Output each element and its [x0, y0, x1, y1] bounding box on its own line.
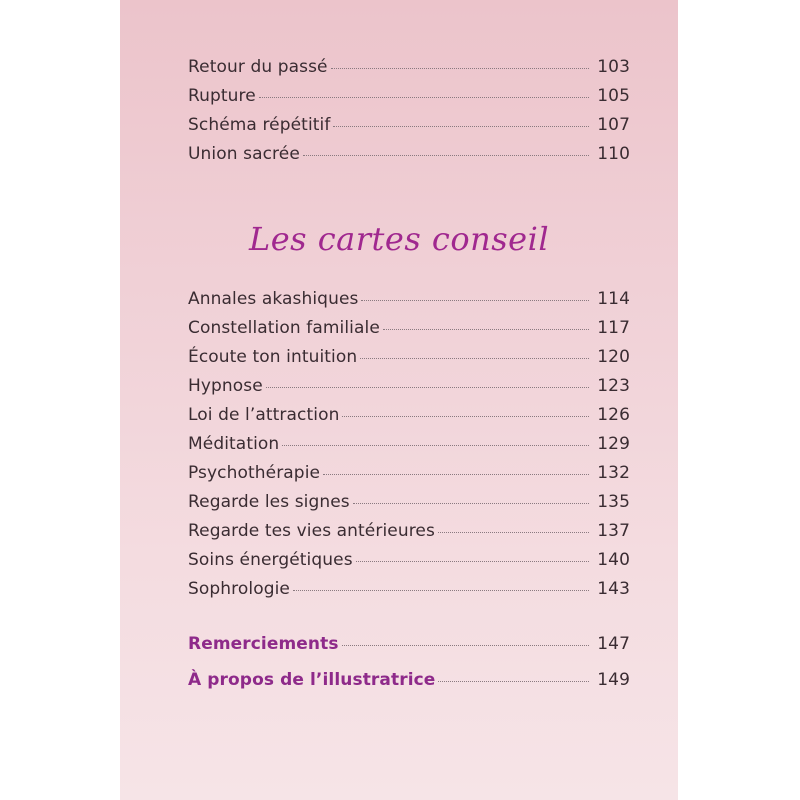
- section-title: Les cartes conseil: [248, 220, 550, 258]
- toc-entry-label: Loi de l’attraction: [188, 405, 340, 425]
- toc-entry[interactable]: [188, 492, 630, 521]
- toc-entry[interactable]: [188, 670, 630, 706]
- dot-leader: [293, 590, 589, 591]
- toc-entry[interactable]: [188, 144, 630, 173]
- toc-entry[interactable]: [188, 434, 630, 463]
- toc-entry-page: 117: [597, 318, 630, 338]
- dot-leader: [282, 445, 589, 446]
- dot-leader: [383, 329, 589, 330]
- toc-entry-label: Écoute ton intuition: [188, 347, 358, 367]
- dot-leader: [303, 155, 589, 156]
- toc-entry[interactable]: [188, 318, 630, 347]
- toc-entry[interactable]: [188, 86, 630, 115]
- toc-entry-page: 132: [597, 463, 630, 483]
- toc-entry-page: 149: [597, 670, 630, 690]
- toc-entry-page: 147: [597, 634, 630, 654]
- toc-entry-label: À propos de l’illustratrice: [188, 670, 436, 690]
- dot-leader: [353, 503, 589, 504]
- toc-entry-page: 114: [597, 289, 630, 309]
- toc-entry-page: 120: [597, 347, 630, 367]
- toc-conseil-list: [188, 289, 630, 608]
- toc-end-list: [188, 634, 630, 706]
- toc-entry-page: 123: [597, 376, 630, 396]
- toc-entry[interactable]: [188, 521, 630, 550]
- dot-leader: [342, 416, 589, 417]
- toc-entry-label: Psychothérapie: [188, 463, 321, 483]
- dot-leader: [323, 474, 589, 475]
- toc-entry[interactable]: [188, 463, 630, 492]
- toc-entry[interactable]: [188, 289, 630, 318]
- toc-entry[interactable]: [188, 405, 630, 434]
- toc-entry-page: 107: [597, 115, 630, 135]
- dot-leader: [361, 300, 589, 301]
- toc-entry-page: 126: [597, 405, 630, 425]
- toc-entry-label: Remerciements: [188, 634, 339, 654]
- toc-entry[interactable]: [188, 550, 630, 579]
- toc-top-list: [188, 57, 630, 173]
- dot-leader: [356, 561, 590, 562]
- toc-entry-page: 129: [597, 434, 630, 454]
- dot-leader: [438, 681, 589, 682]
- toc-entry-label: Rupture: [188, 86, 256, 106]
- toc-entry-label: Hypnose: [188, 376, 263, 396]
- dot-leader: [259, 97, 589, 98]
- dot-leader: [333, 126, 589, 127]
- toc-entry[interactable]: [188, 347, 630, 376]
- toc-entry-label: Schéma répétitif: [188, 115, 331, 135]
- toc-entry-label: Constellation familiale: [188, 318, 380, 338]
- toc-entry-page: 110: [597, 144, 630, 164]
- toc-entry-page: 143: [597, 579, 630, 599]
- toc-entry[interactable]: [188, 115, 630, 144]
- toc-entry-label: Regarde tes vies antérieures: [188, 521, 435, 541]
- dot-leader: [342, 645, 590, 646]
- toc-entry[interactable]: [188, 376, 630, 405]
- toc-entry-label: Retour du passé: [188, 57, 328, 77]
- toc-entry[interactable]: [188, 634, 630, 670]
- dot-leader: [331, 68, 590, 69]
- book-page: [120, 0, 678, 800]
- toc-entry[interactable]: [188, 579, 630, 608]
- dot-leader: [266, 387, 589, 388]
- toc-entry-label: Regarde les signes: [188, 492, 350, 512]
- toc-entry-label: Annales akashiques: [188, 289, 359, 309]
- toc-entry-page: 105: [597, 86, 630, 106]
- toc-entry-label: Union sacrée: [188, 144, 300, 164]
- dot-leader: [360, 358, 589, 359]
- toc-entry-page: 137: [597, 521, 630, 541]
- toc-entry[interactable]: [188, 57, 630, 86]
- toc-entry-page: 135: [597, 492, 630, 512]
- toc-entry-label: Soins énergétiques: [188, 550, 353, 570]
- toc-entry-label: Méditation: [188, 434, 280, 454]
- toc-entry-page: 103: [597, 57, 630, 77]
- toc-entry-page: 140: [597, 550, 630, 570]
- toc-entry-label: Sophrologie: [188, 579, 290, 599]
- dot-leader: [438, 532, 589, 533]
